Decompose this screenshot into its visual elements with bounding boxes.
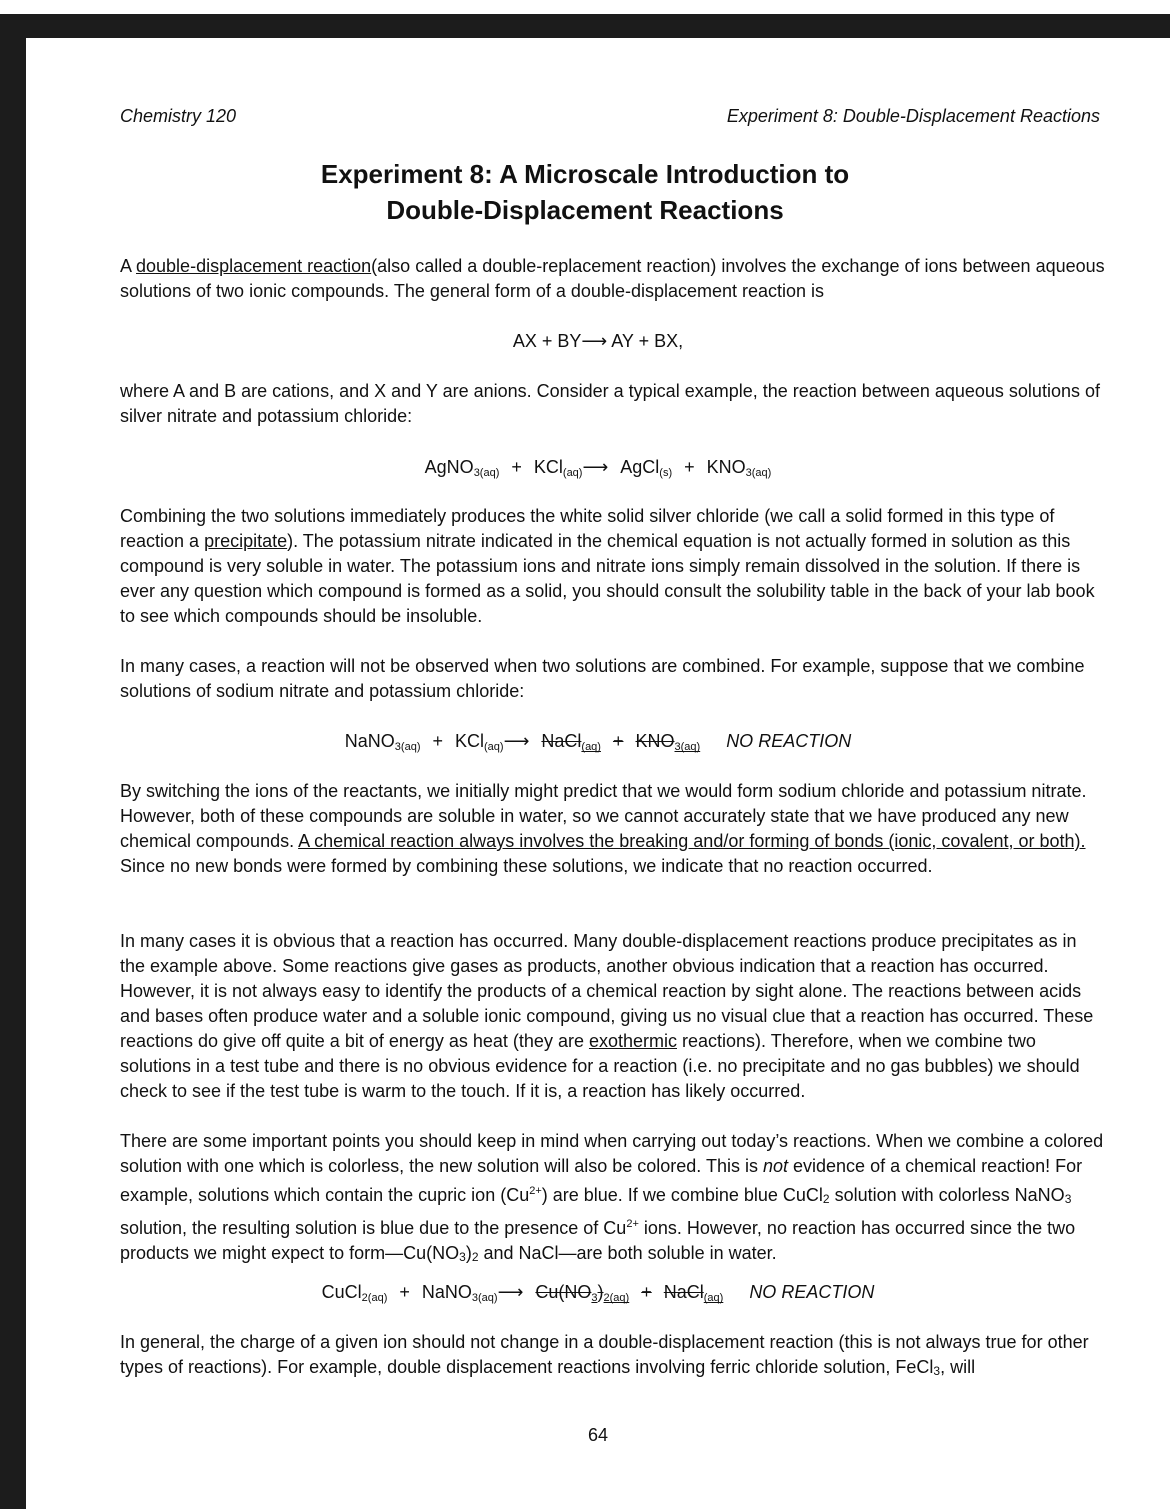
paragraph-intro: [120, 254, 1105, 304]
state: 3(aq): [394, 741, 421, 753]
paragraph-evidence: [120, 929, 1105, 1104]
equation-copper-chloride: [26, 1279, 1170, 1311]
formula: AgCl: [620, 457, 660, 477]
formula: NaNO: [421, 1282, 472, 1302]
formula: KCl: [455, 731, 485, 751]
paragraph-precipitate: [120, 504, 1105, 629]
header-course: Chemistry 120: [120, 106, 237, 126]
paragraph-charge: In general, the charge of a given ion should not change in a double-displacement reaction (this is not always true for other types of reactions). For example, double displacement reactions involving ferric chloride solution, FeCl$_3$, will: [120, 1332, 1089, 1378]
term-precipitate: precipitate: [204, 531, 288, 551]
state: 2(aq): [361, 1292, 388, 1304]
viewer-top-bar: [0, 0, 1170, 14]
text: (also called a double-replacement reaction) involves the exchange of ions between aqueous solutions of two ionic compounds. The general form of a double-displacement reaction is: [120, 256, 1105, 301]
title-line-2: Double-Displacement Reactions: [386, 195, 784, 225]
term-double-displacement: double-displacement reaction: [136, 256, 372, 276]
struck-products: NaCl$_{(aq)}$ + $KNO_{3(aq)}$: [541, 731, 701, 753]
text: Combining the two solutions immediately produces the white solid silver chloride (we call a solid formed in this type of reaction a: [120, 506, 1055, 551]
plus: +: [511, 457, 522, 477]
text: A: [120, 256, 137, 276]
no-reaction-label: NO REACTION: [726, 731, 852, 751]
paragraph-no-reaction: In many cases, a reaction will not be observed when two solutions are combined. For example, suppose that we combine solutions of sodium nitrate and potassium chloride:: [120, 656, 1085, 701]
header-experiment: Experiment 8: Double-Displacement Reactions: [726, 106, 1100, 126]
text: Since no new bonds were formed by combining these solutions, we indicate that no reaction occurred.: [120, 856, 933, 876]
state: 3(aq): [473, 467, 500, 479]
text: In many cases it is obvious that a reaction has occurred. Many double-displacement reactions produce precipitates as in the example above. Some reactions give gases as products, another obvious indication that a reaction has occurred. However, it is not always easy to identify the products of a chemical reaction by sight alone. The reactions between acids and bases often produce water and a soluble ionic compound, giving us no visual clue that a reaction has occurred. These reactions do give off quite a bit of energy as heat (they are: [120, 931, 1094, 1051]
paragraph-colored-solutions: There are some important points you should keep in mind when carrying out today’s reactions. When we combine a colored solution with one which is colorless, the new solution will also be colored. This is not evidence of a chemical reaction! For example, solutions which contain the cupric ion $(Cu^{2+})$ are blue. If we combine blue CuCl$_2$ solution with colorless NaNO$_3$ solution, the resulting solution is blue due to the presence of $Cu^{2+}$ ions. However, no reaction has occurred since the two products we might expect to $form—Cu(NO_3)_2$ and NaCl—are both soluble in water.: [120, 1131, 1104, 1264]
reaction-arrow: ⟶: [497, 1282, 524, 1302]
text: reactions). Therefore, when we combine two solutions in a test tube and there is no obvious evidence for a reaction (i.e. no precipitate and no gas bubbles) we should check to see if the test tube is warm to the touch. If it is, a reaction has likely occurred.: [120, 1031, 1080, 1101]
title-line-1: Experiment 8: A Microscale Introduction to: [320, 159, 850, 189]
state: 3(aq): [745, 467, 772, 479]
formula: NaNO: [344, 731, 395, 751]
emphasis-not: not: [762, 1156, 789, 1176]
text: By switching the ions of the reactants, we initially might predict that we would form sodium chloride and potassium nitrate. However, both of these compounds are soluble in water, so we cannot accurately state that we have produced any new chemical compounds.: [120, 781, 1087, 851]
formula: KNO: [706, 457, 746, 477]
text: ). The potassium nitrate indicated in the chemical equation is not actually formed in solution as this compound is very soluble in water. The potassium ions and nitrate ions simply remain dissolved in the solution. If there is ever any question which compound is formed as a solid, you should consult the solubility table in the back of your lab book to see which compounds should be insoluble.: [120, 531, 1095, 626]
page-title: [0, 156, 1170, 228]
plus: +: [684, 457, 695, 477]
paragraph-bonds: [120, 779, 1105, 879]
equation-sodium-nitrate: [26, 728, 1170, 760]
equation-general: AX + BY⟶ AY + BX,: [512, 331, 684, 351]
state: (s): [659, 467, 673, 479]
formula: CuCl: [321, 1282, 362, 1302]
plus: +: [432, 731, 443, 751]
reaction-arrow: ⟶: [503, 731, 530, 751]
paragraph-example: where A and B are cations, and X and Y are anions. Consider a typical example, the reaction between aqueous solutions of silver nitrate and potassium chloride:: [120, 381, 1100, 426]
term-exothermic: exothermic: [588, 1031, 677, 1051]
state: (aq): [484, 741, 504, 753]
state: (aq): [562, 467, 583, 479]
equation-silver-nitrate: [26, 454, 1170, 486]
state: 3(aq): [471, 1292, 498, 1304]
key-statement: A chemical reaction always involves the breaking and/or forming of bonds (ionic, covalent, or both).: [298, 831, 1086, 851]
struck-products: $Cu(NO_3)_{2(aq)}$ + NaCl$_{(aq)}$: [535, 1282, 724, 1304]
formula: AgNO: [424, 457, 474, 477]
document-page: [26, 38, 1170, 1509]
plus: +: [399, 1282, 410, 1302]
formula: KCl: [533, 457, 563, 477]
no-reaction-label: NO REACTION: [749, 1282, 875, 1302]
page-number: 64: [587, 1425, 609, 1445]
reaction-arrow: ⟶: [582, 457, 609, 477]
